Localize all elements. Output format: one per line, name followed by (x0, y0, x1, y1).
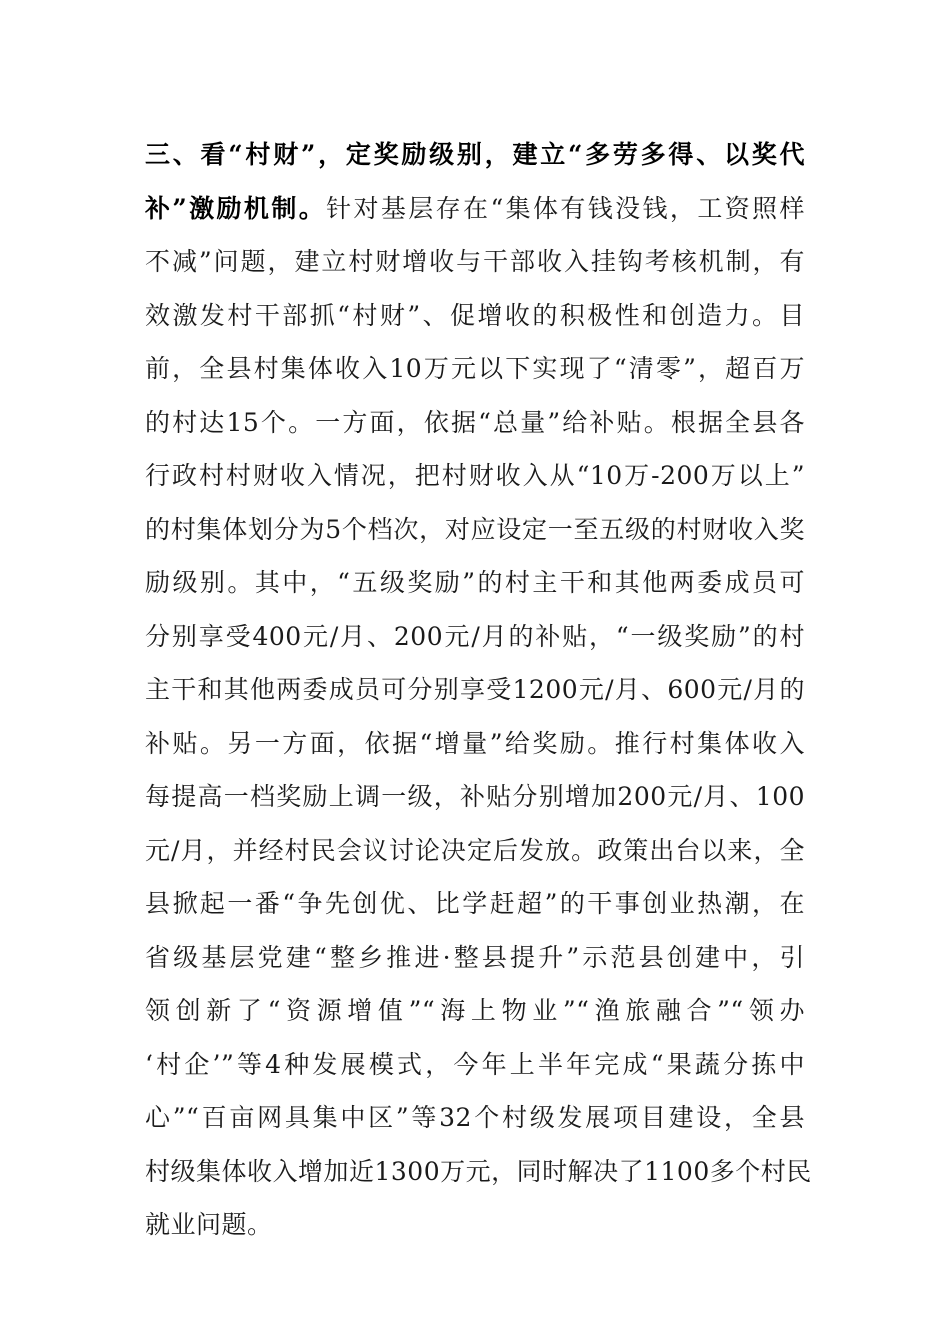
paragraph-line-8: 的村集体划分为5个档次，对应设定一至五级的村财收入奖 (145, 514, 805, 544)
paragraph-line-21: 就业问题。 (145, 1210, 273, 1239)
paragraph-text: 针对基层存在“集体有钱没钱，工资照样 (326, 193, 805, 223)
paragraph-line-17: 领创新了“资源增值”“海上物业”“渔旅融合”“领办 (145, 996, 805, 1025)
paragraph-line-20: 村级集体收入增加近1300万元，同时解决了1100多个村民 (145, 1156, 812, 1186)
paragraph-line-2 (145, 182, 805, 236)
section-heading: 三、看“村财”，定奖励级别，建立“多劳多得、以奖代 (145, 140, 805, 169)
paragraph-line-1 (145, 128, 805, 182)
paragraph-line-18: ‘村企’”等4种发展模式，今年上半年完成“果蔬分拣中 (145, 1049, 805, 1079)
paragraph-line-10: 分别享受400元/月、200元/月的补贴，“一级奖励”的村 (145, 621, 805, 651)
paragraph-line-16: 省级基层党建“整乡推进·整县提升”示范县创建中，引 (145, 942, 805, 972)
section-heading-continued: 补”激励机制。 (145, 193, 327, 223)
paragraph-line-5: 前，全县村集体收入10万元以下实现了“清零”，超百万 (145, 354, 805, 383)
paragraph-line-3: 不减”问题，建立村财增收与干部收入挂钩考核机制，有 (145, 247, 805, 276)
paragraph-line-12: 补贴。另一方面，依据“增量”给奖励。推行村集体收入 (145, 728, 805, 758)
paragraph-line-13: 每提高一档奖励上调一级，补贴分别增加200元/月、100 (145, 782, 805, 811)
paragraph-line-14: 元/月，并经村民会议讨论决定后发放。政策出台以来，全 (145, 835, 805, 865)
paragraph-line-7: 行政村村财收入情况，把村财收入从“10万-200万以上” (145, 461, 805, 490)
paragraph-line-19: 心”“百亩网具集中区”等32个村级发展项目建设，全县 (145, 1103, 805, 1132)
paragraph-line-15: 县掀起一番“争先创优、比学赶超”的干事创业热潮，在 (145, 889, 805, 918)
document-body (145, 128, 812, 1252)
paragraph-line-4: 效激发村干部抓“村财”、促增收的积极性和创造力。目 (145, 300, 805, 330)
paragraph-line-11: 主干和其他两委成员可分别享受1200元/月、600元/月的 (145, 675, 805, 704)
paragraph-line-6: 的村达15个。一方面，依据“总量”给补贴。根据全县各 (145, 407, 805, 437)
paragraph-line-9: 励级别。其中，“五级奖励”的村主干和其他两委成员可 (145, 568, 805, 597)
